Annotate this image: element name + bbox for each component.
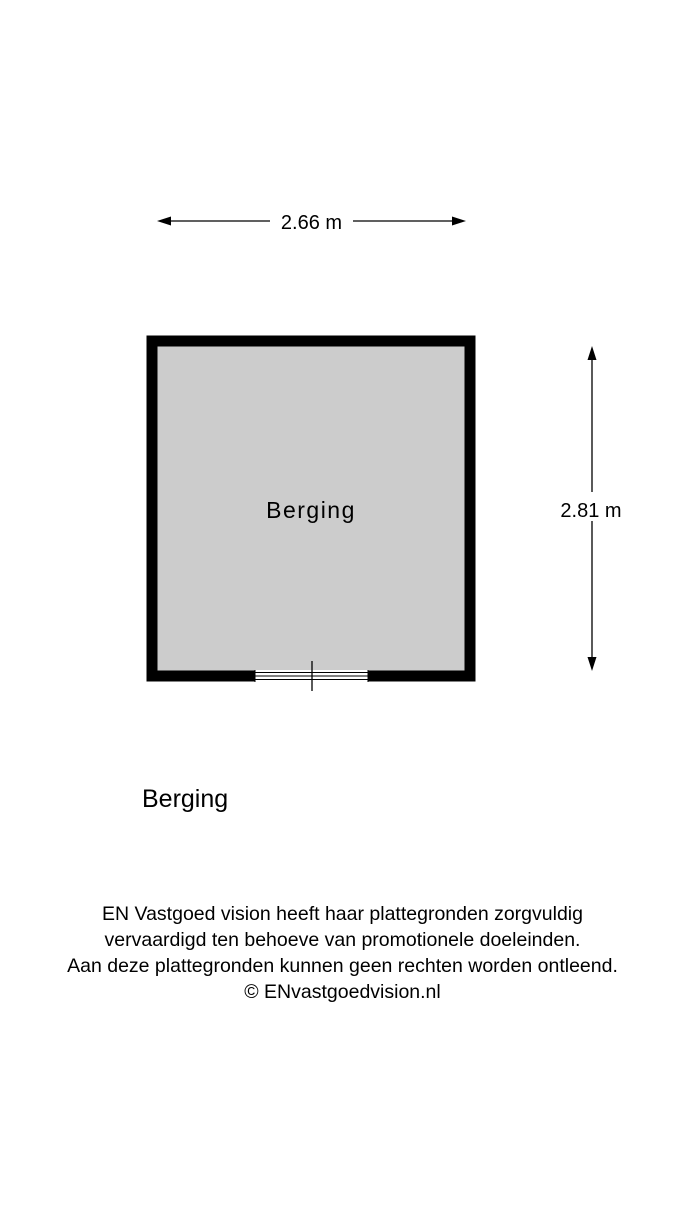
disclaimer-line: vervaardigd ten behoeve van promotionele doeleinden. [104, 929, 581, 951]
room-berging [152, 341, 470, 691]
arrow-left-icon [157, 217, 171, 226]
floor-title: Berging [142, 785, 229, 813]
arrow-down-icon [588, 657, 597, 671]
copyright-line: © ENvastgoedvision.nl [244, 981, 441, 1003]
room-label: Berging [266, 497, 356, 523]
arrow-up-icon [588, 346, 597, 360]
width-label: 2.66 m [280, 212, 343, 234]
disclaimer-line: EN Vastgoed vision heeft haar plattegronden zorgvuldig [102, 903, 583, 925]
disclaimer-line: Aan deze plattegronden kunnen geen rechten worden ontleend. [67, 955, 618, 977]
arrow-right-icon [452, 217, 466, 226]
width-dimension [157, 212, 466, 234]
height-dimension [560, 346, 621, 671]
height-label: 2.81 m [560, 500, 622, 522]
disclaimer [0, 901, 685, 1005]
